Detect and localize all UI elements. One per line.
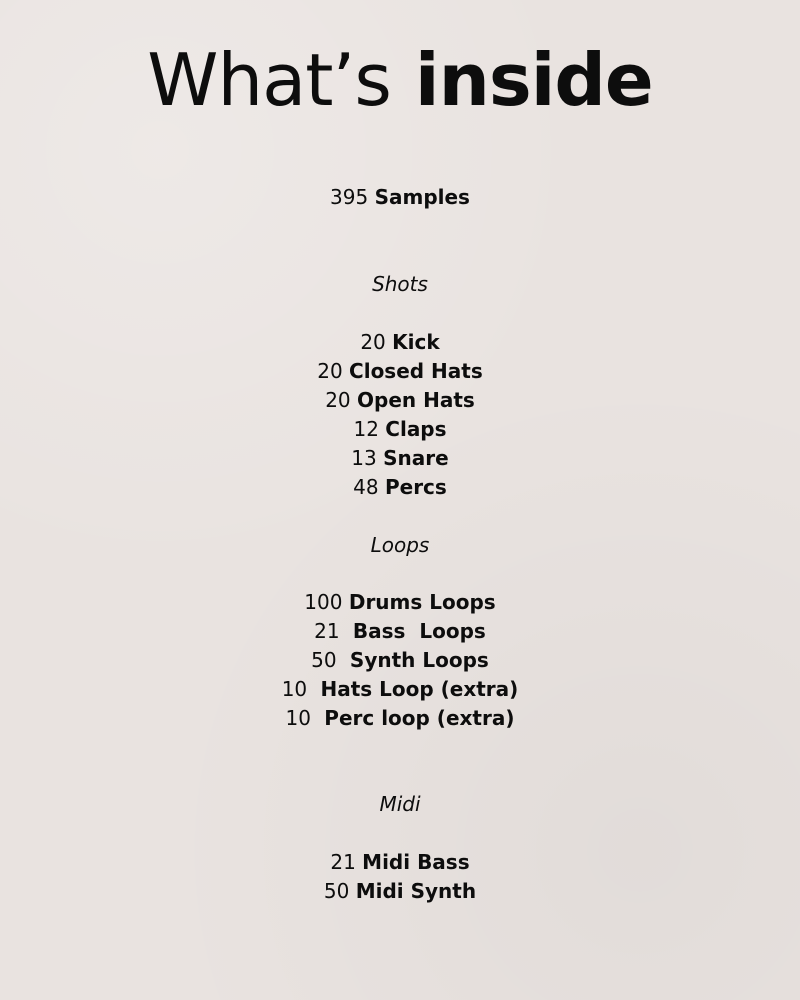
item-count: 10 (281, 677, 308, 701)
page-title (0, 38, 800, 122)
item-count: 12 (353, 417, 379, 441)
item-label: Drums Loops (348, 590, 496, 614)
item-count: 20 (360, 330, 386, 354)
item-label: Open Hats (357, 388, 475, 412)
list-item (0, 388, 800, 412)
item-label: Perc loop (extra) (317, 706, 515, 730)
item-label: Percs (384, 475, 447, 499)
list-item (0, 446, 800, 470)
list-item (0, 677, 800, 701)
item-label: Midi Bass (362, 850, 470, 874)
list-item (0, 590, 800, 614)
item-count: 13 (351, 446, 377, 470)
item-count: 10 (285, 706, 311, 730)
item-label: Closed Hats (349, 359, 483, 383)
list-item (0, 879, 800, 903)
total-samples-label: Samples (374, 185, 470, 209)
list-item (0, 475, 800, 499)
section-heading-midi: Midi (379, 792, 421, 816)
item-label: Snare (383, 446, 449, 470)
item-label: Claps (385, 417, 447, 441)
item-label: Midi Synth (355, 879, 477, 903)
item-label: Kick (392, 330, 440, 354)
section-heading-loops: Loops (370, 533, 430, 557)
item-count: 21 (330, 850, 356, 874)
item-count: 48 (353, 475, 379, 499)
item-count: 20 (325, 388, 351, 412)
list-item (0, 648, 800, 672)
title-prefix: What’s (147, 38, 391, 122)
list-item (0, 619, 800, 643)
section-heading-shots: Shots (372, 272, 428, 296)
list-item (0, 417, 800, 441)
item-label: Bass Loops (345, 619, 486, 643)
item-count: 50 (323, 879, 350, 903)
list-item (0, 330, 800, 354)
title-emphasis: inside (414, 38, 653, 122)
item-count: 21 (314, 619, 340, 643)
list-item (0, 850, 800, 874)
list-item (0, 359, 800, 383)
total-samples-line (0, 185, 800, 209)
item-count: 20 (317, 359, 343, 383)
total-samples-count: 395 (330, 185, 369, 209)
item-label: Synth Loops (342, 648, 489, 672)
list-item (0, 706, 800, 730)
item-count: 50 (311, 648, 337, 672)
item-count: 100 (304, 590, 343, 614)
item-label: Hats Loop (extra) (313, 677, 519, 701)
